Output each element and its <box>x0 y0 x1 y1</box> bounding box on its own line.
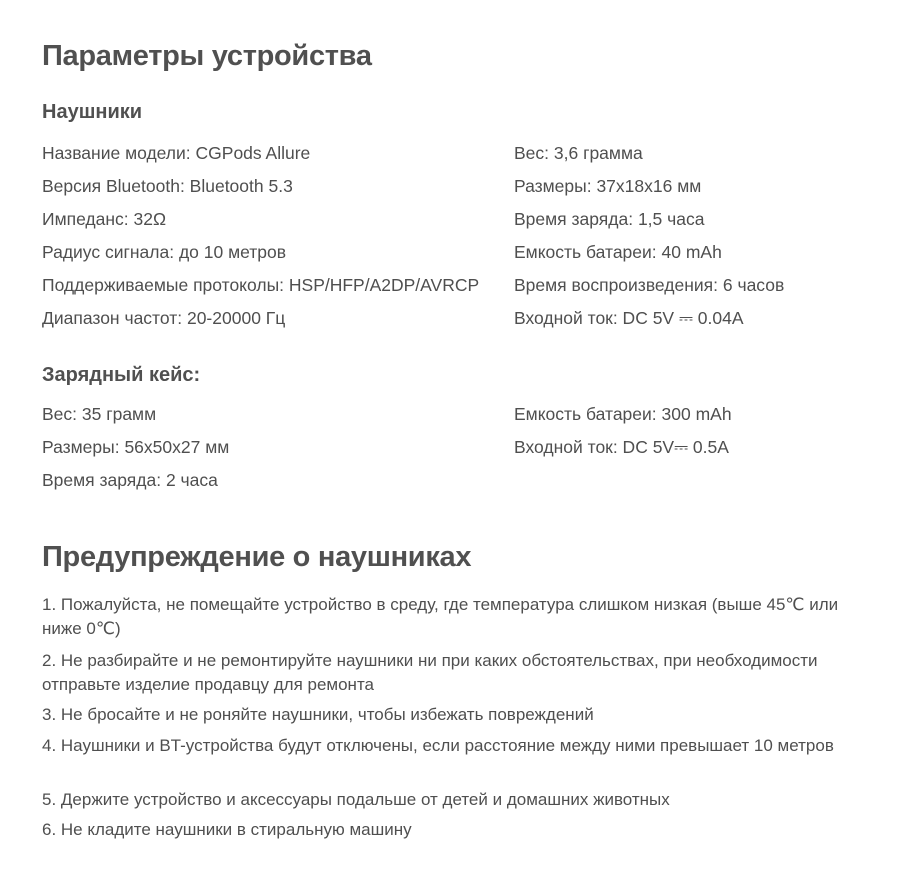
earphones-spec-bluetooth: Версия Bluetooth: Bluetooth 5.3 <box>42 176 293 196</box>
earphones-spec-playtime: Время воспроизведения: 6 часов <box>514 275 785 295</box>
case-spec-charge-time: Время заряда: 2 часа <box>42 470 218 490</box>
earphones-spec-charge-time: Время заряда: 1,5 часа <box>514 209 705 229</box>
case-spec-weight: Вес: 35 грамм <box>42 404 157 424</box>
warning-item: 6. Не кладите наушники в стиральную машину <box>42 820 412 839</box>
warnings-title: Предупреждение о наушниках <box>42 541 472 573</box>
warning-item: 2. Не разбирайте и не ремонтируйте наушники ни при каких обстоятельствах, при необходимости отправьте изделие продавцу для ремонта <box>42 651 818 694</box>
earphones-spec-impedance: Импеданс: 32Ω <box>42 209 167 229</box>
earphones-heading: Наушники <box>42 101 143 123</box>
warning-item: 5. Держите устройство и аксессуары подальше от детей и домашних животных <box>42 790 670 809</box>
earphones-spec-protocols: Поддерживаемые протоколы: HSP/HFP/A2DP/AVRCP <box>42 275 480 295</box>
earphones-spec-model: Название модели: CGPods Allure <box>42 143 311 163</box>
earphones-spec-frequency: Диапазон частот: 20-20000 Гц <box>42 308 286 328</box>
earphones-spec-range: Радиус сигнала: до 10 метров <box>42 242 287 262</box>
case-spec-input: Входной ток: DC 5V⎓ 0.5A <box>514 437 729 457</box>
case-heading: Зарядный кейс: <box>42 364 201 386</box>
warning-item: 3. Не бросайте и не роняйте наушники, чтобы избежать повреждений <box>42 705 594 724</box>
earphones-spec-input: Входной ток: DC 5V ⎓ 0.04A <box>514 308 744 328</box>
case-spec-battery: Емкость батареи: 300 mAh <box>514 404 732 424</box>
earphones-spec-battery: Емкость батареи: 40 mAh <box>514 242 722 262</box>
earphones-spec-weight: Вес: 3,6 грамма <box>514 143 643 163</box>
earphones-spec-size: Размеры: 37x18x16 мм <box>514 176 702 196</box>
case-spec-size: Размеры: 56x50x27 мм <box>42 437 230 457</box>
specs-title: Параметры устройства <box>42 40 372 72</box>
warning-item: 1. Пожалуйста, не помещайте устройство в среду, где температура слишком низкая (выше 45℃ или ниже 0℃) <box>42 595 839 638</box>
warning-item: 4. Наушники и BT-устройства будут отключены, если расстояние между ними превышает 10 метров <box>42 736 834 755</box>
